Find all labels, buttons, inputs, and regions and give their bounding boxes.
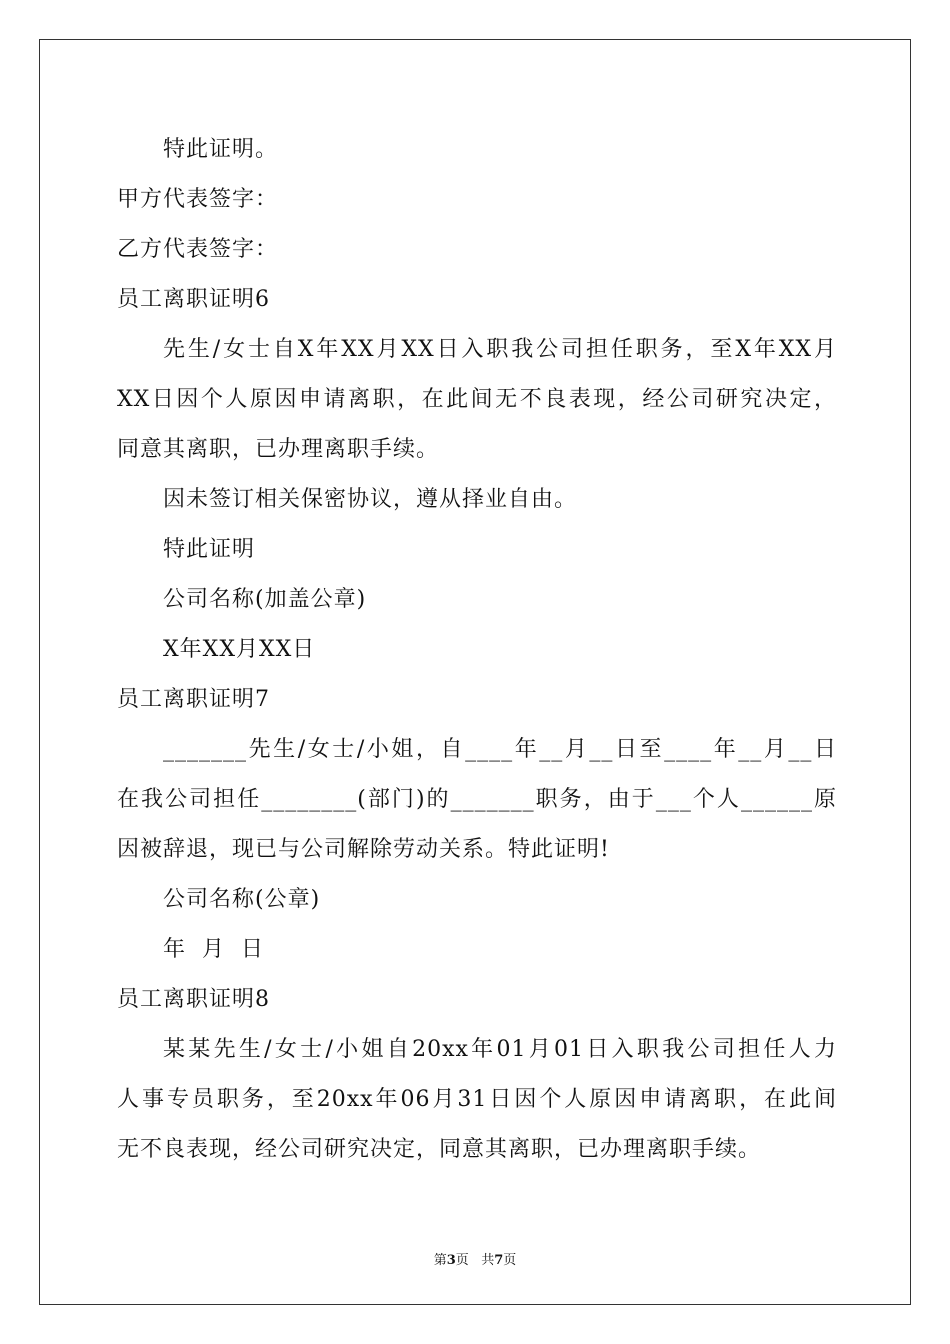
paragraph-line: 在我公司担任________(部门)的_______职务，由于___个人______原 bbox=[117, 787, 837, 812]
date-line: 年 月 日 bbox=[163, 937, 264, 962]
section-heading: 员工离职证明8 bbox=[117, 987, 270, 1012]
date-line: X年XX月XX日 bbox=[163, 637, 316, 662]
footer-mid: 页 共 bbox=[455, 1253, 495, 1268]
section-heading: 员工离职证明6 bbox=[117, 287, 270, 312]
footer-prefix: 第 bbox=[433, 1253, 447, 1268]
company-name-line: 公司名称(加盖公章) bbox=[163, 587, 367, 612]
company-name-line: 公司名称(公章) bbox=[163, 887, 321, 912]
page-border bbox=[39, 39, 911, 1305]
paragraph-line: 某某先生/女士/小姐自20xx年01月01日入职我公司担任人力 bbox=[163, 1037, 837, 1062]
paragraph-line: 因被辞退，现已与公司解除劳动关系。特此证明! bbox=[117, 837, 610, 862]
signature-line-party-b: 乙方代表签字： bbox=[117, 237, 279, 262]
paragraph-line: 人事专员职务，至20xx年06月31日因个人原因申请离职，在此间 bbox=[117, 1087, 837, 1112]
paragraph-line: 同意其离职，已办理离职手续。 bbox=[117, 437, 440, 462]
footer-suffix: 页 bbox=[503, 1253, 517, 1268]
text-line: 特此证明 bbox=[163, 537, 256, 562]
paragraph-line: 先生/女士自X年XX月XX日入职我公司担任职务，至X年XX月 bbox=[163, 337, 837, 362]
paragraph-line: XX日因个人原因申请离职，在此间无不良表现，经公司研究决定， bbox=[117, 387, 837, 412]
page-footer bbox=[0, 1249, 950, 1268]
paragraph-line: 因未签订相关保密协议，遵从择业自由。 bbox=[163, 487, 578, 512]
text-line: 特此证明。 bbox=[163, 137, 279, 162]
total-page-number: 7 bbox=[494, 1253, 504, 1268]
paragraph-line: 无不良表现，经公司研究决定，同意其离职，已办理离职手续。 bbox=[117, 1137, 762, 1162]
paragraph-line: _______先生/女士/小姐，自____年__月__日至____年__月__日 bbox=[163, 737, 837, 762]
section-heading: 员工离职证明7 bbox=[117, 687, 270, 712]
current-page-number: 3 bbox=[446, 1253, 456, 1268]
signature-line-party-a: 甲方代表签字： bbox=[117, 187, 279, 212]
